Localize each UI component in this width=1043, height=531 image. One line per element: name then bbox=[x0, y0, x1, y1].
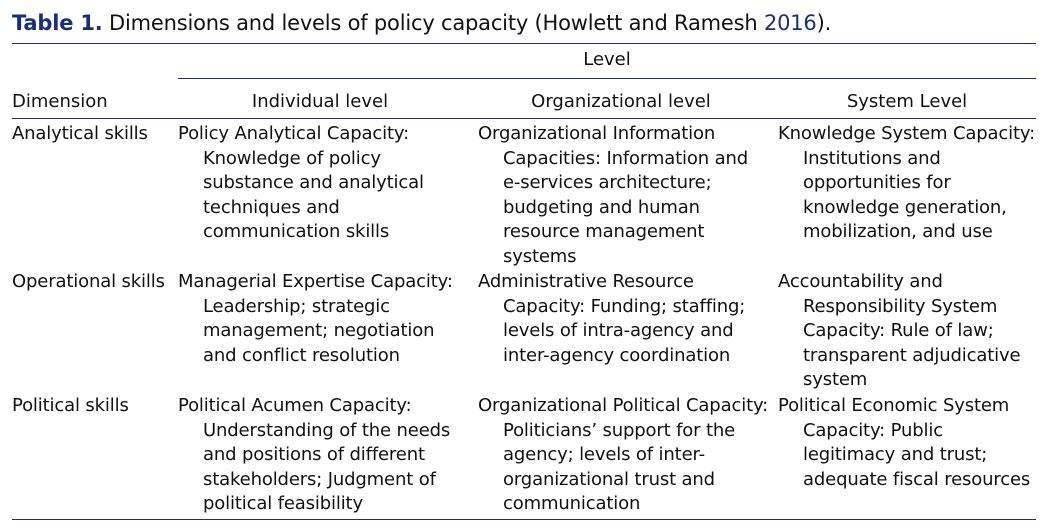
cell-organizational-political bbox=[478, 394, 768, 517]
cell-line: political feasibility bbox=[203, 493, 363, 515]
cell-line: Politicians’ support for the bbox=[503, 419, 736, 441]
cell-line: legitimacy and trust; bbox=[803, 444, 988, 466]
cell-line: Organizational Information bbox=[478, 123, 716, 144]
cell-system-analytical bbox=[778, 122, 1035, 245]
cell-line: Institutions and bbox=[803, 147, 941, 169]
cell-individual-political bbox=[178, 394, 450, 517]
level-header: Level bbox=[583, 49, 631, 70]
cell-line: Political Economic System bbox=[778, 395, 1010, 416]
cell-line: budgeting and human bbox=[503, 196, 700, 218]
organizational-level-header: Organizational level bbox=[531, 91, 711, 112]
cell-line: e-services architecture; bbox=[503, 172, 712, 194]
cell-line: resource management bbox=[503, 221, 705, 243]
cell-line: Capacity: Rule of law; bbox=[803, 320, 994, 342]
cell-line: agency; levels of inter- bbox=[503, 444, 705, 466]
cell-individual-analytical bbox=[178, 122, 424, 245]
cell-line: mobilization, and use bbox=[803, 221, 993, 243]
cell-line: Capacities: Information and bbox=[503, 147, 748, 169]
cell-line: levels of intra-agency and bbox=[503, 320, 734, 342]
cell-organizational-analytical bbox=[478, 122, 748, 270]
header-rule bbox=[12, 118, 1036, 119]
individual-level-header: Individual level bbox=[251, 91, 389, 112]
cell-line: Organizational Political Capacity: bbox=[478, 395, 769, 416]
cell-line: transparent adjudicative bbox=[803, 344, 1021, 366]
bottom-rule bbox=[12, 519, 1036, 520]
level-rule bbox=[178, 78, 1036, 79]
cell-line: and positions of different bbox=[203, 444, 425, 466]
citation-year-link[interactable]: 2016 bbox=[763, 11, 817, 35]
cell-line: Administrative Resource bbox=[478, 271, 694, 292]
cell-line: Policy Analytical Capacity: bbox=[178, 123, 409, 144]
cell-line: Understanding of the needs bbox=[203, 419, 451, 441]
cell-system-operational bbox=[778, 270, 1020, 393]
cell-system-political bbox=[778, 394, 1030, 492]
cell-organizational-operational bbox=[478, 270, 745, 368]
cell-line: inter-agency coordination bbox=[503, 344, 731, 366]
cell-line: Accountability and bbox=[778, 271, 943, 292]
cell-line: management; negotiation bbox=[203, 320, 435, 342]
cell-individual-operational bbox=[178, 270, 453, 368]
cell-line: and conflict resolution bbox=[203, 344, 400, 366]
cell-line: Capacity: Public bbox=[803, 419, 944, 441]
cell-line: Managerial Expertise Capacity: bbox=[178, 271, 453, 292]
top-rule bbox=[12, 43, 1036, 44]
cell-line: communication bbox=[503, 493, 641, 515]
cell-line: systems bbox=[503, 245, 577, 267]
dimension-header: Dimension bbox=[12, 91, 108, 112]
row-dimension-political: Political skills bbox=[12, 395, 129, 416]
cell-line: Capacity: Funding; staffing; bbox=[503, 295, 746, 317]
caption-text-end: ). bbox=[816, 11, 832, 35]
row-dimension-analytical: Analytical skills bbox=[12, 123, 148, 144]
caption-text: Dimensions and levels of policy capacity (Howlett and Ramesh bbox=[102, 11, 764, 35]
table-caption bbox=[12, 8, 831, 38]
cell-line: techniques and bbox=[203, 196, 340, 218]
cell-line: Responsibility System bbox=[803, 295, 998, 317]
cell-line: stakeholders; Judgment of bbox=[203, 468, 436, 490]
table-label: Table 1. bbox=[12, 11, 103, 35]
cell-line: adequate fiscal resources bbox=[803, 468, 1031, 490]
cell-line: organizational trust and bbox=[503, 468, 715, 490]
cell-line: Knowledge of policy bbox=[203, 147, 381, 169]
cell-line: Knowledge System Capacity: bbox=[778, 123, 1036, 144]
cell-line: Political Acumen Capacity: bbox=[178, 395, 412, 416]
cell-line: opportunities for bbox=[803, 172, 951, 194]
row-dimension-operational: Operational skills bbox=[12, 271, 165, 292]
cell-line: Leadership; strategic bbox=[203, 295, 390, 317]
system-level-header: System Level bbox=[846, 91, 968, 112]
cell-line: knowledge generation, bbox=[803, 196, 1007, 218]
cell-line: communication skills bbox=[203, 221, 390, 243]
cell-line: substance and analytical bbox=[203, 172, 424, 194]
cell-line: system bbox=[803, 369, 868, 391]
